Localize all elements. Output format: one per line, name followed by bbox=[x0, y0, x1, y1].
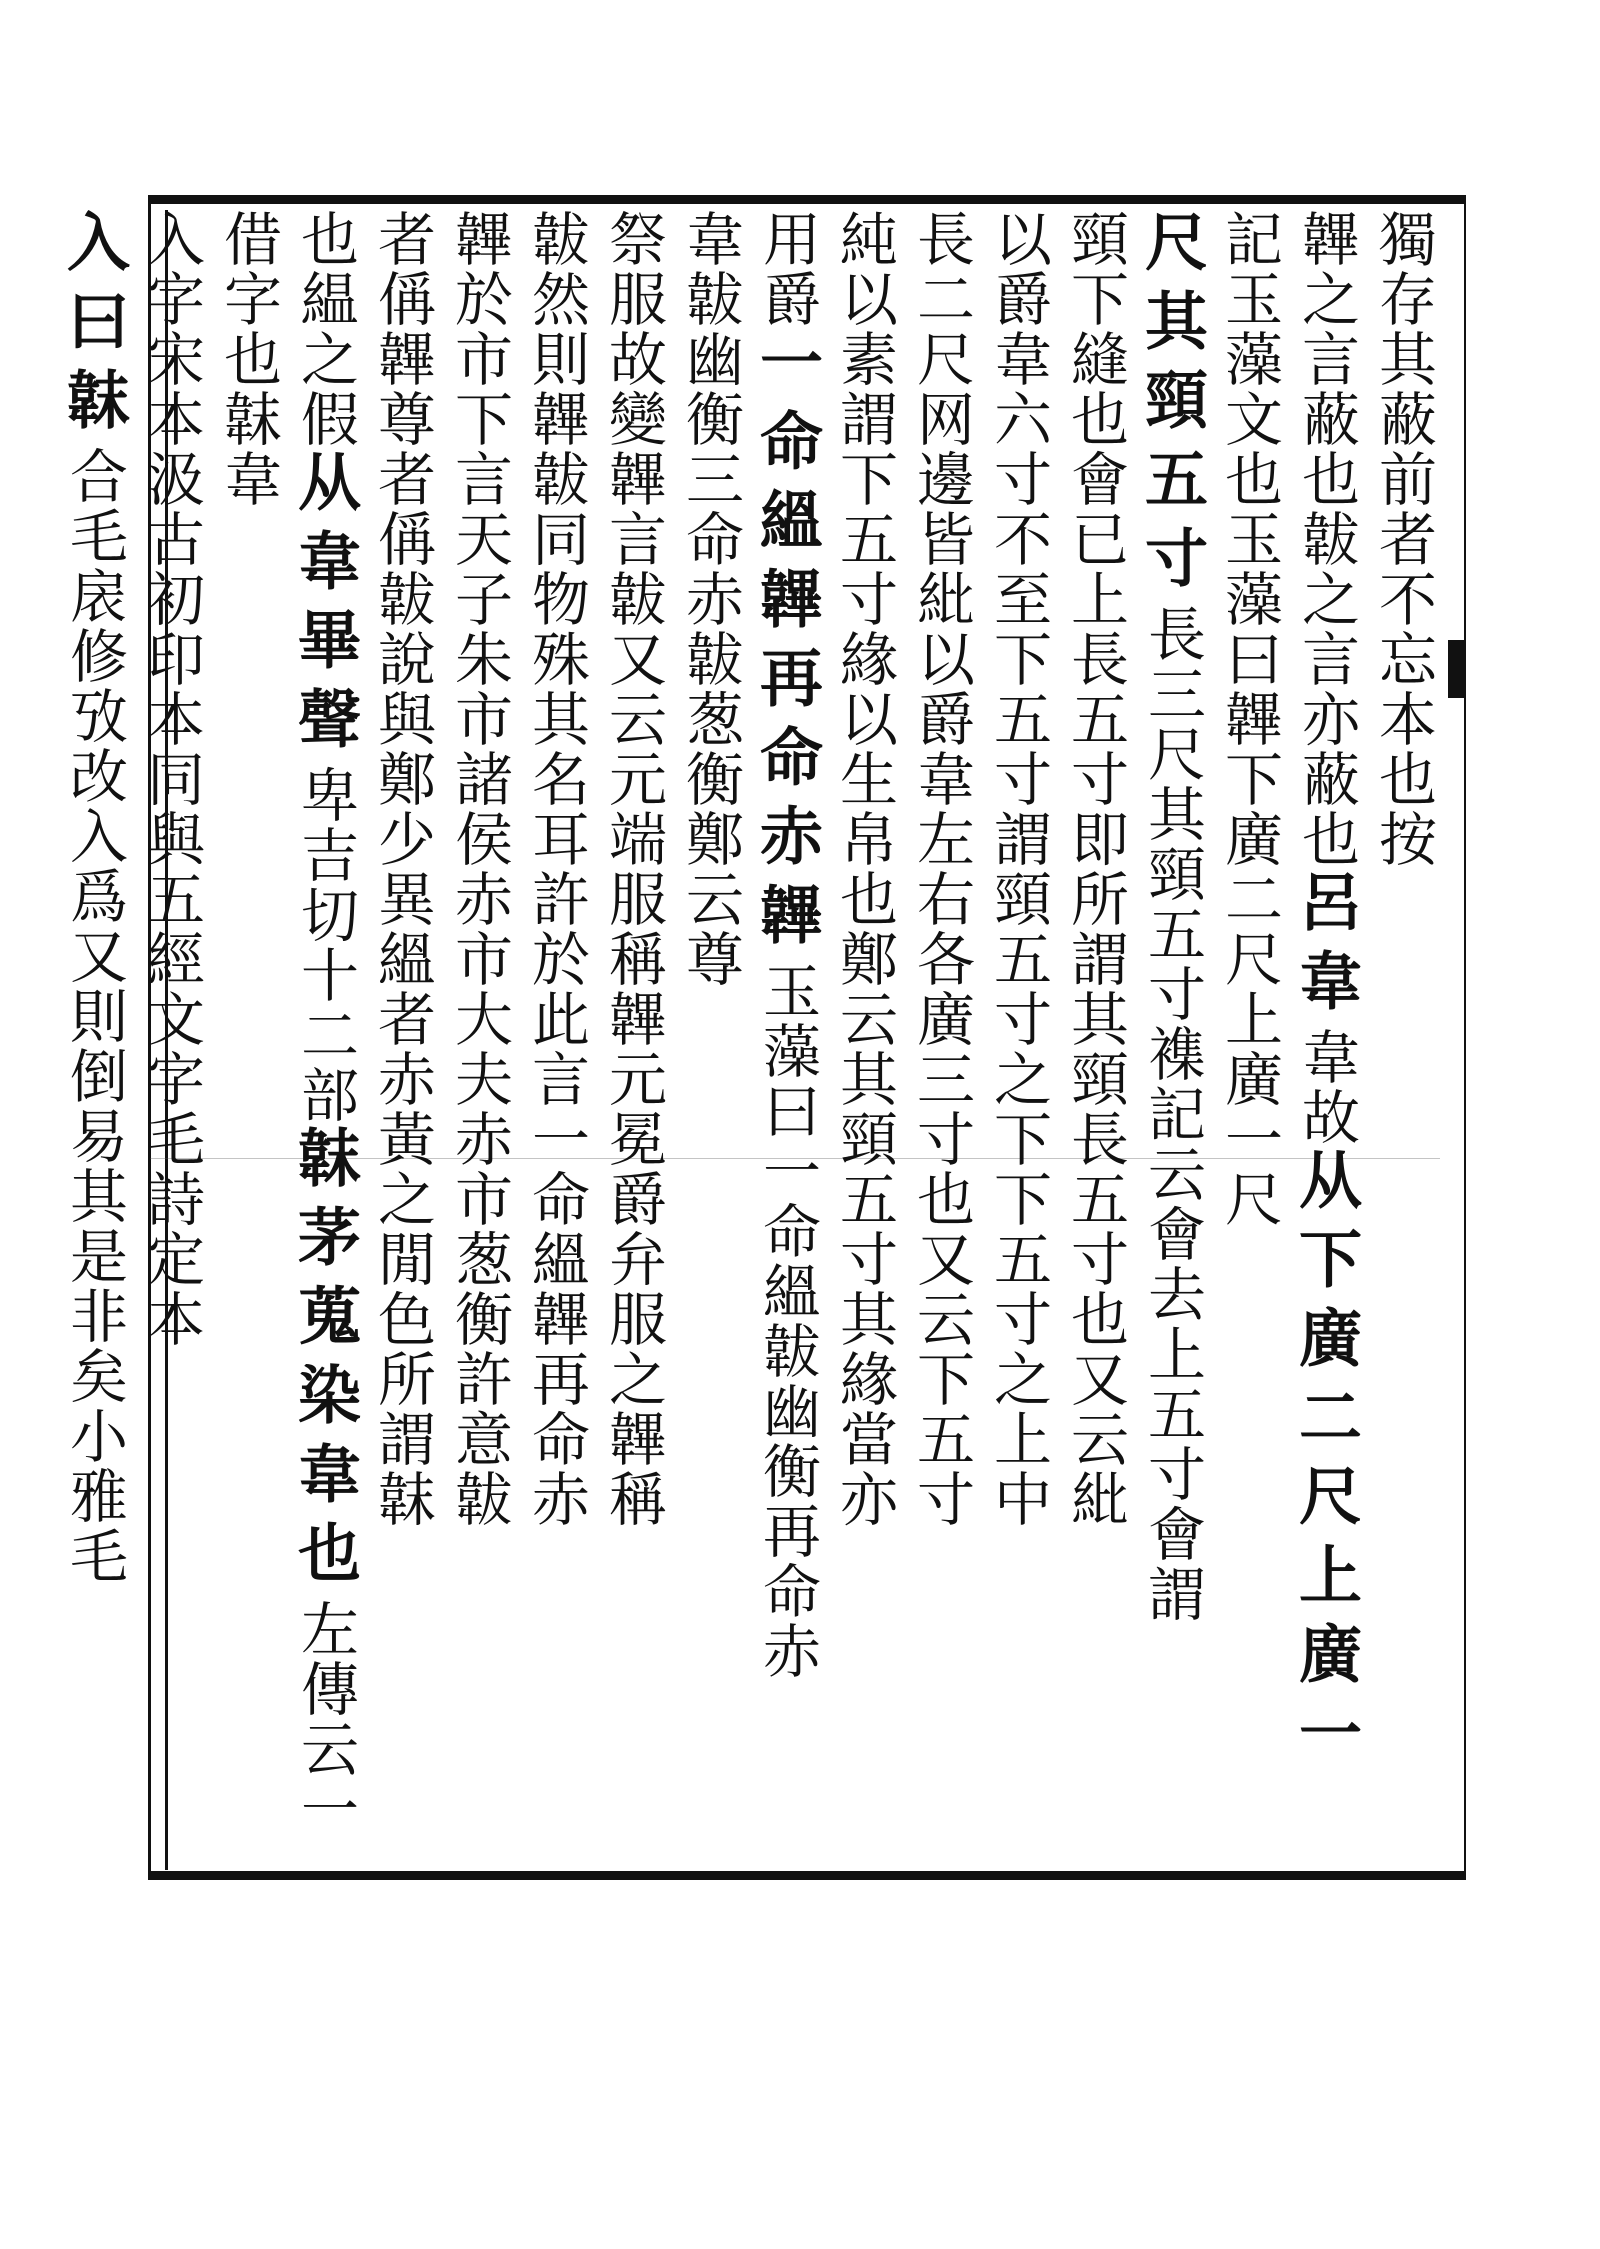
annotation-text-segment: 也緼之 bbox=[291, 209, 359, 389]
annotation-text-segment: 祭服故變韠言韍又云元端服稱韠元冕爵弁服之韠稱 bbox=[599, 209, 667, 1529]
annotation-text-segment: 玉藻曰一命縕韍幽衡再命赤 bbox=[753, 961, 821, 1681]
text-column bbox=[1057, 195, 1134, 1880]
annotation-text-segment: 獨存其蔽前者不忘本也按 bbox=[1369, 209, 1437, 869]
annotation-text-segment: 者偁韠尊者偁韍說與鄭少異縕者赤黃之閒色所謂韎 bbox=[368, 209, 436, 1529]
annotation-text-segment: 韍幽衡三命赤韍葱衡鄭云尊 bbox=[676, 269, 744, 989]
text-column bbox=[287, 195, 364, 1880]
annotation-text-segment: 韋 bbox=[676, 209, 744, 269]
annotation-text-segment: 記玉藻文也玉藻曰韠下廣二尺上廣一尺 bbox=[1215, 209, 1283, 1229]
main-text-segment: 从韋畢聲 bbox=[288, 449, 362, 765]
annotation-text-segment: 卑吉切十二部 bbox=[291, 765, 359, 1125]
annotation-text-segment: 長二尺网邊皆紕以爵韋左右各廣三寸也又云下五寸 bbox=[907, 209, 975, 1529]
annotation-text-segment: 韋故 bbox=[1292, 1027, 1360, 1147]
annotation-text-segment: 純以素謂下五寸緣以生帛也鄭云其頸五寸其緣當亦 bbox=[830, 209, 898, 1529]
text-column bbox=[210, 195, 287, 1880]
annotation-text-segment: 韠於市下言天子朱市諸侯赤市大夫赤市葱衡許意韍 bbox=[445, 209, 513, 1529]
text-column bbox=[133, 195, 210, 1880]
vertical-text-area bbox=[57, 195, 1442, 1880]
annotation-text-segment: 韠之言蔽也韍之言亦蔽也 bbox=[1292, 209, 1360, 869]
text-column bbox=[1365, 195, 1442, 1880]
text-column bbox=[826, 195, 903, 1880]
annotation-text-segment: 以爵韋六寸不至下五寸謂頸五寸之下下五寸之上中 bbox=[984, 209, 1052, 1529]
margin-tab-mark bbox=[1448, 640, 1464, 698]
annotation-text-segment: 用 bbox=[753, 209, 821, 269]
text-column bbox=[441, 195, 518, 1880]
main-text-segment: 尺其頸五寸 bbox=[1135, 209, 1209, 604]
text-column bbox=[595, 195, 672, 1880]
text-column bbox=[364, 195, 441, 1880]
annotation-text-segment: 入字宋本汲古初印本同與五經文字毛詩定本 bbox=[137, 209, 205, 1349]
annotation-text-segment: 韎韋 bbox=[214, 389, 282, 509]
annotation-text-segment: 頸下縫也會已上長五寸即所謂其頸長五寸也又云紕 bbox=[1061, 209, 1129, 1529]
main-text-segment: 韎茅蒐染韋也 bbox=[288, 1125, 362, 1599]
text-column bbox=[672, 195, 749, 1880]
main-text-segment: 入曰韎 bbox=[57, 209, 131, 446]
annotation-text-segment: 合毛扆修攷改入爲又則倒易其是非矣小雅毛 bbox=[60, 446, 128, 1586]
annotation-text-segment: 左傳云一 bbox=[291, 1599, 359, 1839]
text-column bbox=[56, 195, 133, 1880]
text-column bbox=[518, 195, 595, 1880]
annotation-text-segment: 假 bbox=[291, 389, 359, 449]
annotation-text-segment: 韍然則韠韍同物殊其名耳許於此言一命縕韠再命赤 bbox=[522, 209, 590, 1529]
main-text-segment: 呂韋 bbox=[1289, 869, 1363, 1027]
text-column bbox=[1288, 195, 1365, 1880]
text-column bbox=[749, 195, 826, 1880]
text-column bbox=[980, 195, 1057, 1880]
text-column bbox=[903, 195, 980, 1880]
annotation-text-segment: 長三尺其頸五寸襍記云會去上五寸會謂 bbox=[1138, 604, 1206, 1624]
annotation-text-segment: 借字也 bbox=[214, 209, 282, 389]
annotation-text-segment: 爵 bbox=[753, 269, 821, 329]
main-text-segment: 一命縕韠再命赤韠 bbox=[750, 329, 824, 961]
main-text-segment: 从下廣二尺上廣一 bbox=[1289, 1147, 1363, 1779]
text-column bbox=[1134, 195, 1211, 1880]
text-column bbox=[1211, 195, 1288, 1880]
